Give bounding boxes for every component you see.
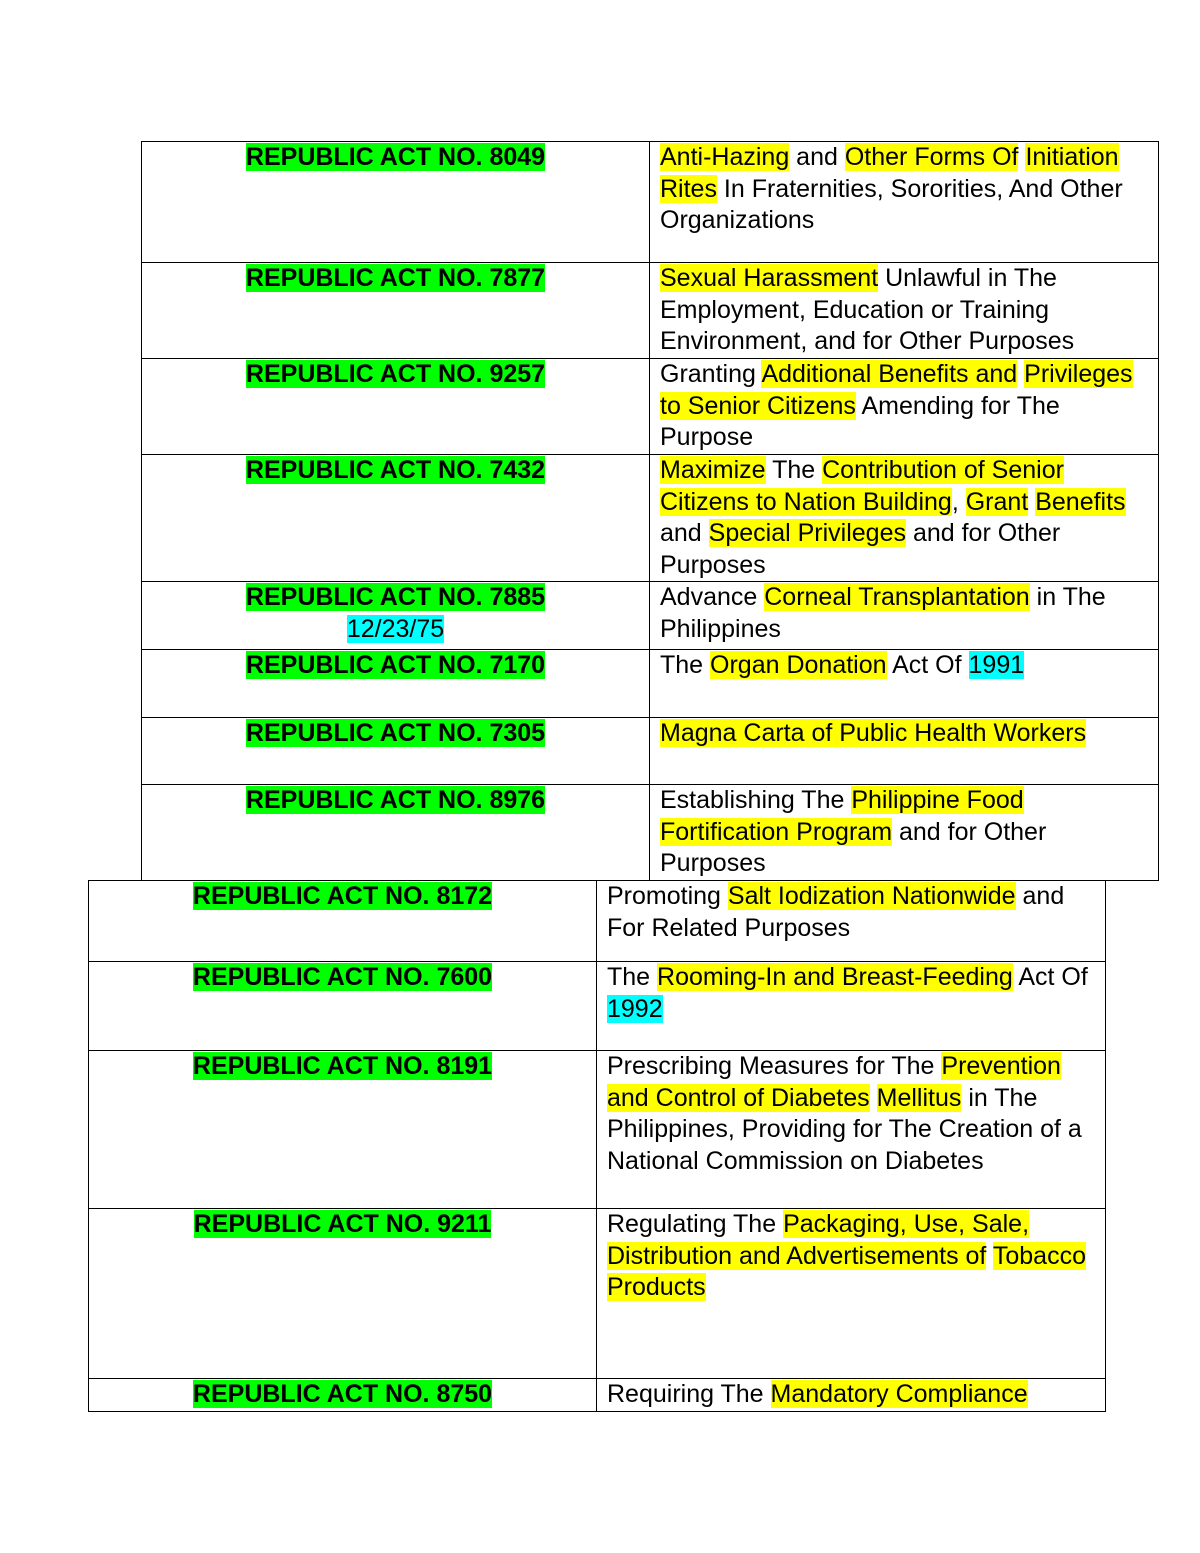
act-description bbox=[650, 718, 1159, 785]
act-cell bbox=[142, 142, 650, 263]
act-number: REPUBLIC ACT NO. 9211 bbox=[193, 1210, 492, 1238]
table-row bbox=[142, 142, 1159, 263]
act-number: REPUBLIC ACT NO. 8172 bbox=[192, 882, 493, 910]
description-text: Amending for The Purpose bbox=[660, 391, 1060, 451]
description-text: Prescribing Measures for The bbox=[607, 1052, 942, 1080]
highlighted-term: Additional Benefits and bbox=[761, 360, 1018, 388]
highlighted-term: Privileges to Senior Citizens bbox=[660, 360, 1133, 420]
description-text: and For Related Purposes bbox=[607, 882, 1065, 942]
act-description bbox=[597, 1209, 1106, 1379]
act-description bbox=[650, 359, 1159, 455]
description-text: The bbox=[607, 963, 658, 991]
table-row bbox=[89, 1379, 1106, 1412]
table-row bbox=[89, 962, 1106, 1051]
act-description bbox=[650, 263, 1159, 359]
act-cell bbox=[142, 263, 650, 359]
act-cell bbox=[89, 962, 597, 1051]
highlighted-term: Sexual Harassment bbox=[660, 264, 879, 292]
description-text: Act Of bbox=[1012, 963, 1088, 991]
description-text: The bbox=[765, 456, 823, 484]
description-text: Unlawful in The Employment, Education or Training Environment, and for Other Purposes bbox=[660, 264, 1075, 355]
act-description bbox=[597, 881, 1106, 962]
description-text: Advance bbox=[660, 583, 765, 611]
description-text: Establishing The bbox=[660, 786, 852, 814]
highlighted-term: Initiation Rites bbox=[660, 143, 1119, 203]
act-description bbox=[650, 455, 1159, 582]
act-cell bbox=[89, 1209, 597, 1379]
table-row bbox=[89, 881, 1106, 962]
act-cell bbox=[89, 881, 597, 962]
act-number: REPUBLIC ACT NO. 7877 bbox=[245, 264, 546, 292]
act-cell bbox=[89, 1051, 597, 1209]
act-description bbox=[597, 1051, 1106, 1209]
highlighted-term: Contribution of Senior bbox=[822, 456, 1064, 484]
act-description bbox=[597, 1379, 1106, 1412]
act-number: REPUBLIC ACT NO. 8750 bbox=[192, 1380, 493, 1408]
highlighted-year: 1991 bbox=[968, 651, 1025, 679]
description-text: Granting bbox=[660, 360, 762, 388]
highlighted-term: Anti-Hazing bbox=[660, 143, 790, 171]
act-number: REPUBLIC ACT NO. 8049 bbox=[245, 143, 546, 171]
highlighted-term: Special Privileges bbox=[708, 519, 906, 547]
highlighted-term: Mandatory Compliance bbox=[770, 1380, 1028, 1408]
act-cell bbox=[142, 359, 650, 455]
act-cell bbox=[142, 650, 650, 718]
description-text: and bbox=[660, 519, 709, 547]
highlighted-term: Organ Donation bbox=[710, 651, 887, 679]
description-text bbox=[870, 1084, 877, 1112]
table-row bbox=[89, 1209, 1106, 1379]
table-row bbox=[142, 359, 1159, 455]
highlighted-term: Tobacco Products bbox=[607, 1241, 1086, 1301]
republic-acts-table-1 bbox=[141, 141, 1159, 881]
highlighted-term: Packaging, Use, Sale, bbox=[783, 1210, 1030, 1238]
act-description bbox=[597, 962, 1106, 1051]
act-cell bbox=[142, 455, 650, 582]
act-number: REPUBLIC ACT NO. 7170 bbox=[245, 651, 546, 679]
act-description bbox=[650, 785, 1159, 881]
highlighted-term: Benefits bbox=[1035, 487, 1126, 516]
highlighted-term: Prevention and Control of Diabetes bbox=[607, 1052, 1061, 1112]
table-row bbox=[142, 718, 1159, 785]
description-text: and for Other Purposes bbox=[660, 519, 1061, 579]
act-cell bbox=[142, 785, 650, 881]
table-row bbox=[89, 1051, 1106, 1209]
highlighted-term: Magna Carta of Public Health Workers bbox=[660, 719, 1087, 747]
act-number: REPUBLIC ACT NO. 8976 bbox=[245, 786, 546, 814]
description-text: Requiring The bbox=[607, 1380, 771, 1408]
act-number: REPUBLIC ACT NO. 8191 bbox=[192, 1052, 493, 1080]
description-text: in The Philippines, Providing for The Creation of a National Commission on Diabetes bbox=[607, 1083, 1082, 1175]
act-description bbox=[650, 582, 1159, 650]
act-description bbox=[650, 650, 1159, 718]
highlighted-term: Rooming-In and Breast-Feeding bbox=[657, 963, 1013, 991]
act-number: REPUBLIC ACT NO. 9257 bbox=[245, 360, 546, 388]
highlighted-term: Citizens to Nation Building bbox=[660, 487, 952, 516]
table-row bbox=[142, 455, 1159, 582]
highlighted-term: Distribution and Advertisements of bbox=[607, 1241, 987, 1270]
table-row bbox=[142, 650, 1159, 718]
description-text: The bbox=[660, 651, 711, 679]
description-text: in The Philippines bbox=[660, 583, 1106, 643]
highlighted-term: Salt Iodization Nationwide bbox=[727, 882, 1016, 910]
act-number: REPUBLIC ACT NO. 7305 bbox=[245, 719, 546, 747]
act-number: REPUBLIC ACT NO. 7432 bbox=[245, 456, 546, 484]
highlighted-term: Philippine Food bbox=[851, 786, 1024, 814]
description-text: , bbox=[951, 487, 966, 516]
act-date: 12/23/75 bbox=[346, 614, 445, 643]
highlighted-term: Corneal Transplantation bbox=[764, 583, 1030, 611]
description-text: and bbox=[789, 143, 845, 171]
act-cell bbox=[89, 1379, 597, 1412]
act-number: REPUBLIC ACT NO. 7600 bbox=[192, 963, 493, 991]
highlighted-term: Mellitus bbox=[876, 1083, 962, 1112]
description-text: Promoting bbox=[607, 882, 728, 910]
description-text: Regulating The bbox=[607, 1210, 784, 1238]
highlighted-year: 1992 bbox=[607, 994, 663, 1023]
description-text bbox=[986, 1242, 993, 1270]
highlighted-term: Fortification Program bbox=[660, 817, 893, 846]
act-cell bbox=[142, 582, 650, 650]
table-row bbox=[142, 582, 1159, 650]
highlighted-term: Other Forms Of bbox=[844, 143, 1019, 171]
highlighted-term: Maximize bbox=[660, 456, 766, 484]
act-cell bbox=[142, 718, 650, 785]
table-row bbox=[142, 785, 1159, 881]
republic-acts-table-2 bbox=[88, 880, 1106, 1412]
highlighted-term: Grant bbox=[965, 487, 1029, 516]
act-number: REPUBLIC ACT NO. 7885 bbox=[245, 583, 546, 611]
description-text: Act Of bbox=[886, 651, 969, 679]
act-description bbox=[650, 142, 1159, 263]
description-text: In Fraternities, Sororities, And Other Organizations bbox=[660, 174, 1123, 234]
table-row bbox=[142, 263, 1159, 359]
description-text: and for Other Purposes bbox=[660, 817, 1047, 877]
